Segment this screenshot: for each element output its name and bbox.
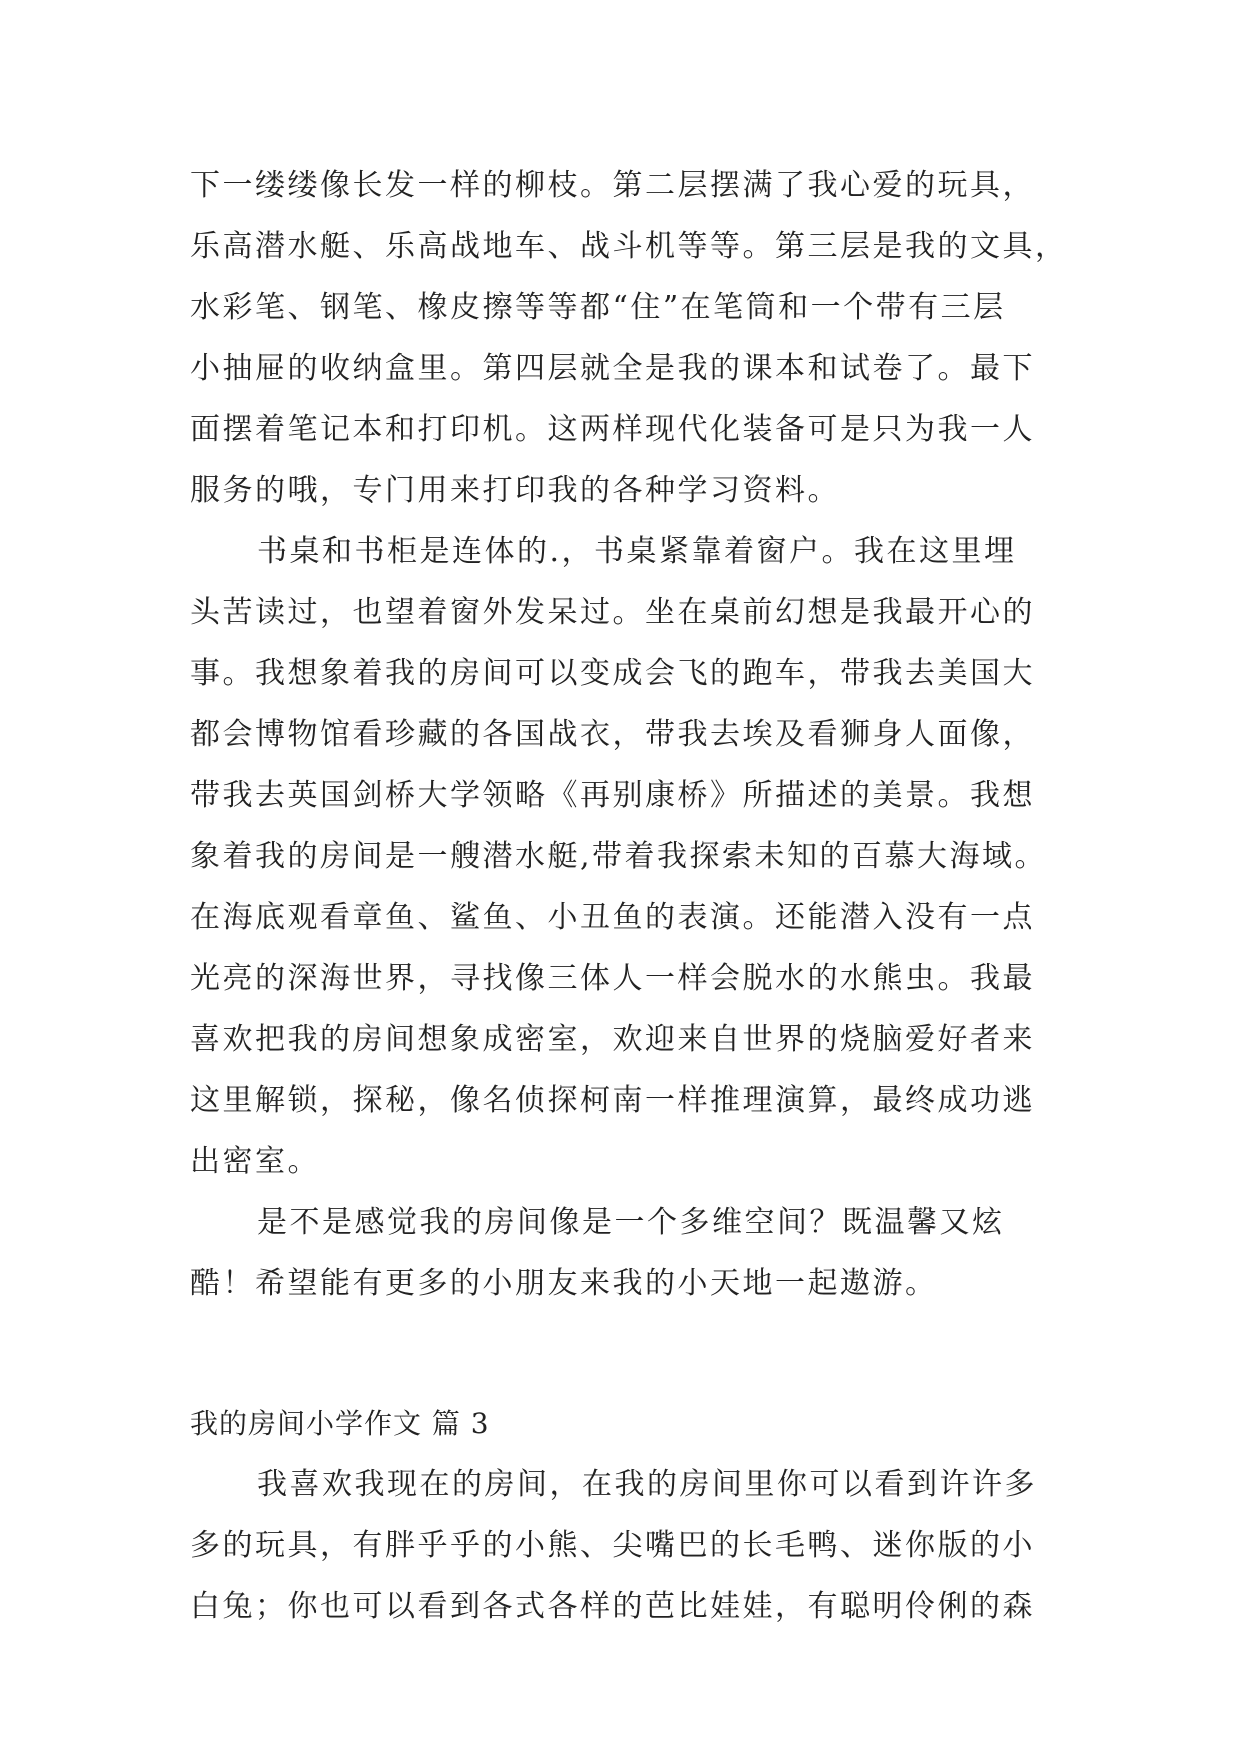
text-line: 酷！希望能有更多的小朋友来我的小天地一起遨游。	[190, 1266, 938, 1301]
text-line: 小抽屉的收纳盒里。第四层就全是我的课本和试卷了。最下	[190, 351, 1035, 386]
text-line: 喜欢把我的房间想象成密室，欢迎来自世界的烧脑爱好者来	[190, 1022, 1035, 1057]
text-line: 面摆着笔记本和打印机。这两样现代化装备可是只为我一人	[190, 412, 1035, 447]
section-paragraph	[190, 1454, 1050, 1637]
section-spacer	[190, 1314, 1050, 1393]
text-line: 水彩笔、钢笔、橡皮擦等等都“住”在笔筒和一个带有三层	[190, 290, 1006, 325]
text-line: 多的玩具，有胖乎乎的小熊、尖嘴巴的长毛鸭、迷你版的小	[190, 1528, 1035, 1563]
text-line: 书桌和书柜是连体的.，书桌紧靠着窗户。我在这里埋	[257, 534, 1017, 569]
text-line: 服务的哦，专门用来打印我的各种学习资料。	[190, 473, 840, 508]
document-page	[190, 155, 1068, 1637]
text-line: 带我去英国剑桥大学领略《再别康桥》所描述的美景。我想	[190, 778, 1035, 813]
text-line: 头苦读过，也望着窗外发呆过。坐在桌前幻想是我最开心的	[190, 595, 1035, 630]
text-line: 出密室。	[190, 1144, 320, 1179]
section-heading: 我的房间小学作文 篇 3	[190, 1407, 490, 1440]
text-line: 象着我的房间是一艘潜水艇,带着我探索未知的百慕大海域。	[190, 839, 1048, 874]
paragraph-1	[190, 155, 1068, 521]
text-line: 是不是感觉我的房间像是一个多维空间？既温馨又炫	[257, 1205, 1005, 1240]
text-line: 事。我想象着我的房间可以变成会飞的跑车，带我去美国大	[190, 656, 1035, 691]
paragraph-3	[190, 1192, 1050, 1314]
text-line: 白兔；你也可以看到各式各样的芭比娃娃，有聪明伶俐的森	[190, 1589, 1035, 1624]
text-line: 下一缕缕像长发一样的柳枝。第二层摆满了我心爱的玩具，	[190, 168, 1035, 203]
paragraph-2	[190, 521, 1050, 1192]
text-line: 都会博物馆看珍藏的各国战衣，带我去埃及看狮身人面像，	[190, 717, 1035, 752]
text-line: 光亮的深海世界，寻找像三体人一样会脱水的水熊虫。我最	[190, 961, 1035, 996]
text-line: 乐高潜水艇、乐高战地车、战斗机等等。第三层是我的文具，	[190, 229, 1068, 264]
text-line: 我喜欢我现在的房间，在我的房间里你可以看到许许多	[257, 1467, 1037, 1502]
text-line: 这里解锁，探秘，像名侦探柯南一样推理演算，最终成功逃	[190, 1083, 1035, 1118]
text-line: 在海底观看章鱼、鲨鱼、小丑鱼的表演。还能潜入没有一点	[190, 900, 1035, 935]
